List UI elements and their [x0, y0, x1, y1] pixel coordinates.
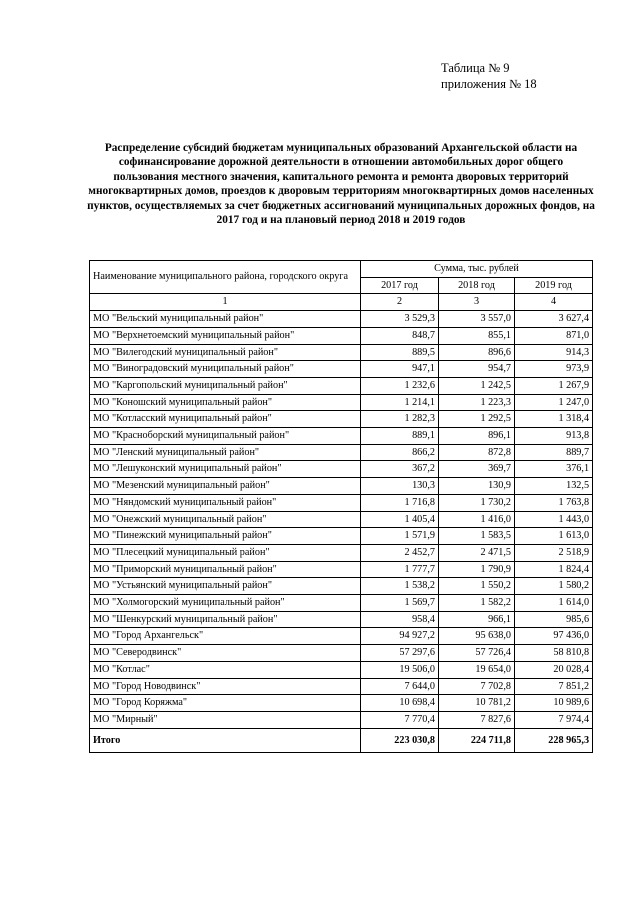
table-row: [90, 494, 593, 511]
amount-2018-cell: 57 726,4: [439, 645, 515, 662]
table-row: [90, 695, 593, 712]
table-row: [90, 595, 593, 612]
municipality-name-cell: МО "Онежский муниципальный район": [90, 511, 361, 528]
amount-2017-cell: 130,3: [361, 478, 439, 495]
table-row: [90, 528, 593, 545]
total-label: Итого: [90, 728, 361, 752]
table-row: [90, 678, 593, 695]
column-header-name: Наименование муниципального района, городского округа: [90, 261, 361, 294]
amount-2017-cell: 1 214,1: [361, 394, 439, 411]
amount-2018-cell: 3 557,0: [439, 311, 515, 328]
table-row: [90, 327, 593, 344]
table-row: [90, 561, 593, 578]
municipality-name-cell: МО "Пинежский муниципальный район": [90, 528, 361, 545]
amount-2018-cell: 1 292,5: [439, 411, 515, 428]
amount-2018-cell: 130,9: [439, 478, 515, 495]
municipality-name-cell: МО "Лешуконский муниципальный район": [90, 461, 361, 478]
table-row: [90, 478, 593, 495]
amount-2018-cell: 369,7: [439, 461, 515, 478]
table-row: [90, 628, 593, 645]
amount-2019-cell: 1 443,0: [515, 511, 593, 528]
amount-2019-cell: 376,1: [515, 461, 593, 478]
amount-2019-cell: 1 318,4: [515, 411, 593, 428]
amount-2018-cell: 95 638,0: [439, 628, 515, 645]
municipality-name-cell: МО "Город Новодвинск": [90, 678, 361, 695]
amount-2019-cell: 1 580,2: [515, 578, 593, 595]
municipality-name-cell: МО "Город Архангельск": [90, 628, 361, 645]
appendix-number: приложения № 18: [441, 77, 537, 91]
amount-2018-cell: 954,7: [439, 361, 515, 378]
table-reference: [441, 60, 537, 92]
amount-2019-cell: 20 028,4: [515, 661, 593, 678]
amount-2018-cell: 1 583,5: [439, 528, 515, 545]
table-row: [90, 645, 593, 662]
amount-2019-cell: 58 810,8: [515, 645, 593, 662]
year-2019-header: 2019 год: [515, 277, 593, 294]
amount-2017-cell: 7 644,0: [361, 678, 439, 695]
amount-2017-cell: 367,2: [361, 461, 439, 478]
amount-2019-cell: 1 824,4: [515, 561, 593, 578]
amount-2017-cell: 1 569,7: [361, 595, 439, 612]
amount-2017-cell: 1 282,3: [361, 411, 439, 428]
amount-2018-cell: 2 471,5: [439, 544, 515, 561]
table-row: [90, 344, 593, 361]
column-number: 3: [439, 294, 515, 311]
table-number: Таблица № 9: [441, 61, 510, 75]
municipality-name-cell: МО "Ленский муниципальный район": [90, 444, 361, 461]
amount-2017-cell: 2 452,7: [361, 544, 439, 561]
amount-2019-cell: 1 763,8: [515, 494, 593, 511]
municipality-name-cell: МО "Вилегодский муниципальный район": [90, 344, 361, 361]
subsidy-table: [89, 260, 593, 753]
table-row: [90, 661, 593, 678]
amount-2019-cell: 914,3: [515, 344, 593, 361]
amount-2017-cell: 19 506,0: [361, 661, 439, 678]
amount-2018-cell: 7 827,6: [439, 711, 515, 728]
municipality-name-cell: МО "Мирный": [90, 711, 361, 728]
table-row: [90, 428, 593, 445]
amount-2018-cell: 1 416,0: [439, 511, 515, 528]
document-title: Распределение субсидий бюджетам муниципальных образований Архангельской области на софинансирование дорожной деятельности в отношении автомобильных дорог общего пользования местного значения, капитального ремонта и ремонта дворовых территорий многоквартирных домов, проездов к дворовым территориям многоквартирных домов населенных пунктов, осуществляемых за счет бюджетных ассигнований муниципальных дорожных фондов, на 2017 год и на плановый период 2018 и 2019 годов: [87, 142, 595, 227]
amount-2019-cell: 132,5: [515, 478, 593, 495]
amount-2019-cell: 889,7: [515, 444, 593, 461]
municipality-name-cell: МО "Виноградовский муниципальный район": [90, 361, 361, 378]
municipality-name-cell: МО "Каргопольский муниципальный район": [90, 377, 361, 394]
total-2019: 228 965,3: [515, 728, 593, 752]
municipality-name-cell: МО "Мезенский муниципальный район": [90, 478, 361, 495]
amount-2019-cell: 913,8: [515, 428, 593, 445]
amount-2019-cell: 1 613,0: [515, 528, 593, 545]
amount-2017-cell: 866,2: [361, 444, 439, 461]
amount-2018-cell: 896,1: [439, 428, 515, 445]
municipality-name-cell: МО "Северодвинск": [90, 645, 361, 662]
amount-2019-cell: 871,0: [515, 327, 593, 344]
column-number: 2: [361, 294, 439, 311]
amount-2018-cell: 1 730,2: [439, 494, 515, 511]
column-number: 4: [515, 294, 593, 311]
table-row: [90, 544, 593, 561]
year-2017-header: 2017 год: [361, 277, 439, 294]
amount-2018-cell: 872,8: [439, 444, 515, 461]
amount-2017-cell: 1 571,9: [361, 528, 439, 545]
municipality-name-cell: МО "Вельский муниципальный район": [90, 311, 361, 328]
amount-2018-cell: 855,1: [439, 327, 515, 344]
amount-2017-cell: 7 770,4: [361, 711, 439, 728]
amount-2018-cell: 10 781,2: [439, 695, 515, 712]
amount-2017-cell: 1 405,4: [361, 511, 439, 528]
total-2018: 224 711,8: [439, 728, 515, 752]
column-header-sum: Сумма, тыс. рублей: [361, 261, 593, 278]
amount-2019-cell: 10 989,6: [515, 695, 593, 712]
table-row: [90, 461, 593, 478]
municipality-name-cell: МО "Шенкурский муниципальный район": [90, 611, 361, 628]
amount-2017-cell: 958,4: [361, 611, 439, 628]
amount-2019-cell: 1 267,9: [515, 377, 593, 394]
amount-2018-cell: 1 790,9: [439, 561, 515, 578]
municipality-name-cell: МО "Коношский муниципальный район": [90, 394, 361, 411]
municipality-name-cell: МО "Плесецкий муниципальный район": [90, 544, 361, 561]
amount-2018-cell: 966,1: [439, 611, 515, 628]
table-row: [90, 394, 593, 411]
table-row: [90, 578, 593, 595]
table-row: [90, 361, 593, 378]
amount-2017-cell: 57 297,6: [361, 645, 439, 662]
municipality-name-cell: МО "Устьянский муниципальный район": [90, 578, 361, 595]
table-row: [90, 411, 593, 428]
amount-2017-cell: 94 927,2: [361, 628, 439, 645]
municipality-name-cell: МО "Няндомский муниципальный район": [90, 494, 361, 511]
amount-2017-cell: 1 538,2: [361, 578, 439, 595]
amount-2019-cell: 2 518,9: [515, 544, 593, 561]
amount-2017-cell: 1 232,6: [361, 377, 439, 394]
table-row: [90, 311, 593, 328]
amount-2017-cell: 1 777,7: [361, 561, 439, 578]
amount-2017-cell: 10 698,4: [361, 695, 439, 712]
amount-2017-cell: 889,5: [361, 344, 439, 361]
municipality-name-cell: МО "Котласский муниципальный район": [90, 411, 361, 428]
column-number: 1: [90, 294, 361, 311]
table-row: [90, 377, 593, 394]
year-2018-header: 2018 год: [439, 277, 515, 294]
amount-2018-cell: 19 654,0: [439, 661, 515, 678]
amount-2018-cell: 1 582,2: [439, 595, 515, 612]
header-row-numbers: [90, 294, 593, 311]
total-row: [90, 728, 593, 752]
municipality-name-cell: МО "Город Коряжма": [90, 695, 361, 712]
total-2017: 223 030,8: [361, 728, 439, 752]
table-row: [90, 444, 593, 461]
amount-2019-cell: 1 614,0: [515, 595, 593, 612]
municipality-name-cell: МО "Приморский муниципальный район": [90, 561, 361, 578]
amount-2017-cell: 947,1: [361, 361, 439, 378]
amount-2019-cell: 985,6: [515, 611, 593, 628]
table-row: [90, 511, 593, 528]
header-row-1: [90, 261, 593, 278]
amount-2018-cell: 7 702,8: [439, 678, 515, 695]
amount-2017-cell: 1 716,8: [361, 494, 439, 511]
amount-2017-cell: 3 529,3: [361, 311, 439, 328]
table-row: [90, 611, 593, 628]
amount-2017-cell: 889,1: [361, 428, 439, 445]
amount-2019-cell: 7 851,2: [515, 678, 593, 695]
municipality-name-cell: МО "Красноборский муниципальный район": [90, 428, 361, 445]
table-row: [90, 711, 593, 728]
amount-2019-cell: 7 974,4: [515, 711, 593, 728]
amount-2018-cell: 1 223,3: [439, 394, 515, 411]
municipality-name-cell: МО "Котлас": [90, 661, 361, 678]
amount-2018-cell: 896,6: [439, 344, 515, 361]
amount-2019-cell: 97 436,0: [515, 628, 593, 645]
amount-2018-cell: 1 550,2: [439, 578, 515, 595]
amount-2017-cell: 848,7: [361, 327, 439, 344]
municipality-name-cell: МО "Верхнетоемский муниципальный район": [90, 327, 361, 344]
amount-2019-cell: 973,9: [515, 361, 593, 378]
amount-2019-cell: 3 627,4: [515, 311, 593, 328]
municipality-name-cell: МО "Холмогорский муниципальный район": [90, 595, 361, 612]
amount-2019-cell: 1 247,0: [515, 394, 593, 411]
amount-2018-cell: 1 242,5: [439, 377, 515, 394]
